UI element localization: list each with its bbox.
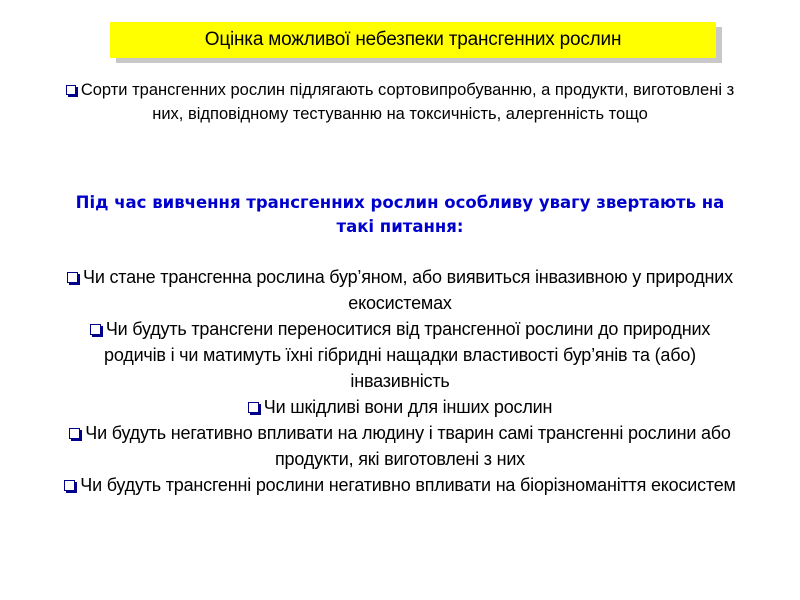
list-item-text: Чи будуть негативно впливати на людину і тварин самі трансгенні рослини або продукти, які виготовлені з них bbox=[85, 423, 731, 469]
intro-text: Сорти трансгенних рослин підлягають сортовипробуванню, а продукти, виготовлені з них, відповідному тестуванню на токсичність, алергенність тощо bbox=[80, 81, 735, 123]
checkbox-bullet-icon bbox=[66, 85, 76, 95]
list-item-text: Чи стане трансгенна рослина бур’яном, або виявиться інвазивною у природних екосистемах bbox=[83, 267, 733, 313]
checkbox-bullet-icon bbox=[90, 324, 101, 335]
checkbox-bullet-icon bbox=[67, 272, 78, 283]
list-item-text: Чи будуть трансгенні рослини негативно впливати на біорізноманіття екосистем bbox=[80, 475, 736, 495]
list-item bbox=[60, 420, 740, 472]
checkbox-bullet-icon bbox=[69, 428, 80, 439]
list-item-text: Чи будуть трансгени переноситися від трансгенної рослини до природних родичів і чи матимуть їхні гібридні нащадки властивості бур’янів та (або) інвазивність bbox=[104, 319, 711, 391]
list-item bbox=[60, 394, 740, 420]
checkbox-bullet-icon bbox=[248, 402, 259, 413]
intro-paragraph bbox=[60, 79, 740, 126]
list-item-text: Чи шкідливі вони для інших рослин bbox=[263, 397, 553, 417]
slide-title bbox=[110, 22, 716, 58]
checkbox-bullet-icon bbox=[64, 480, 75, 491]
section-heading: Під час вивчення трансгенних рослин особливу увагу звертають на такі питання: bbox=[75, 193, 725, 236]
slide-title-text: Оцінка можливої небезпеки трансгенних рослин bbox=[204, 29, 622, 50]
list-item bbox=[60, 472, 740, 498]
questions-list bbox=[60, 264, 740, 498]
list-item bbox=[60, 316, 740, 394]
list-item bbox=[60, 264, 740, 316]
